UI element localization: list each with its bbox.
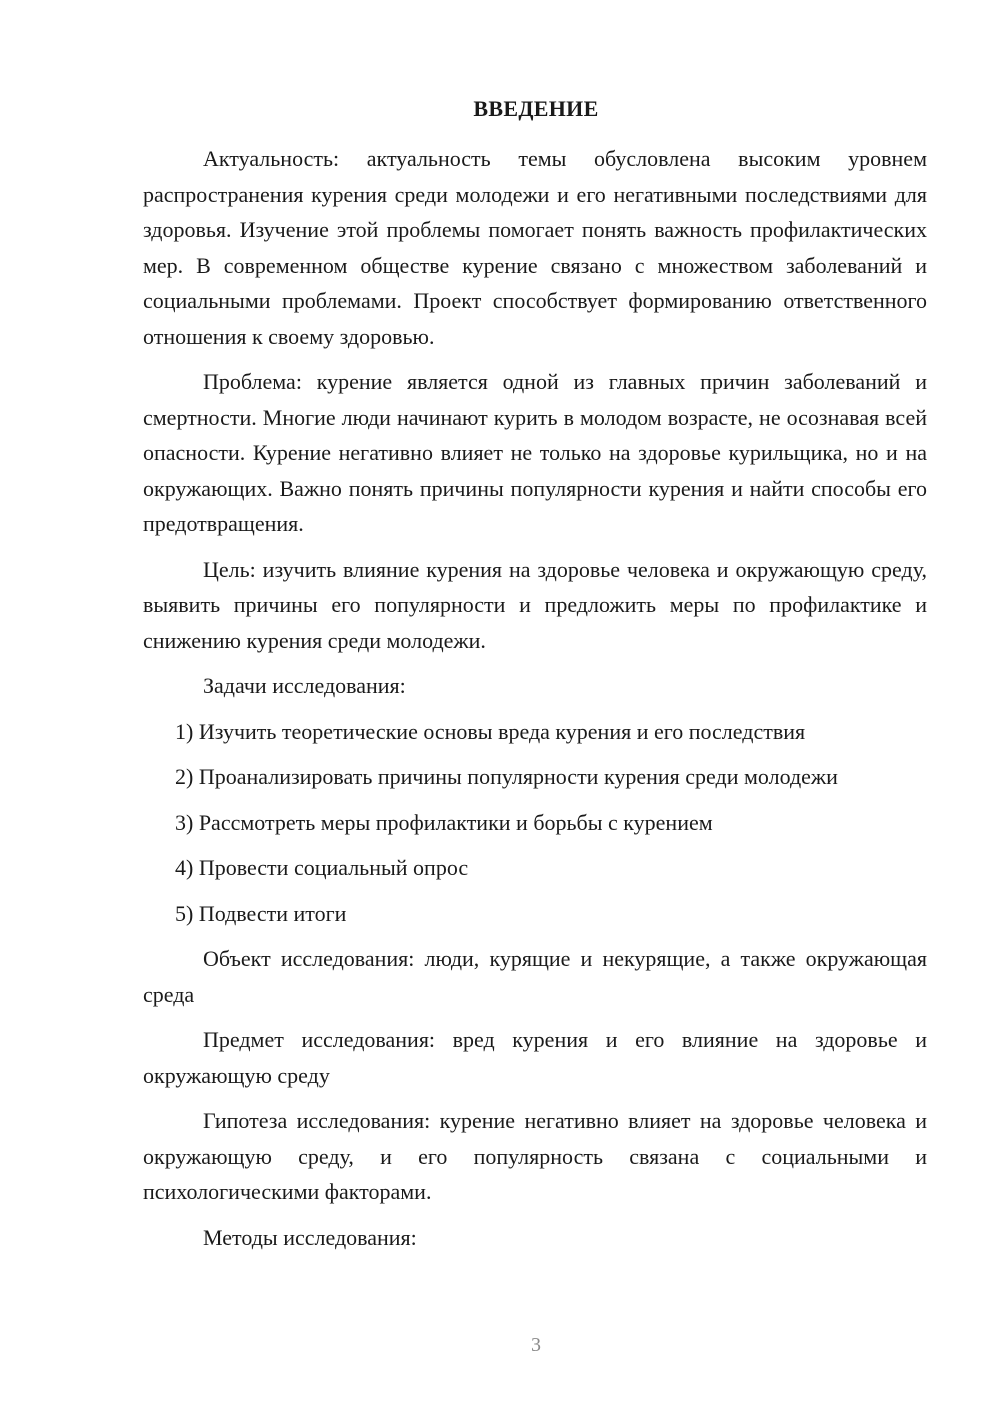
paragraph-problem: Проблема: курение является одной из главных причин заболеваний и смертности. Многие люди начинают курить в молодом возрасте, не осознавая всей опасности. Курение негативно влияет не только на здоровье курильщика, но и на окружающих. Важно понять причины популярности курения и найти способы его предотвращения. <box>143 369 927 536</box>
list-item: 1) Изучить теоретические основы вреда курения и его последствия <box>175 718 806 744</box>
document-body <box>143 141 927 1265</box>
list-item: 5) Подвести итоги <box>175 900 347 926</box>
methods-heading: Методы исследования: <box>203 1224 417 1250</box>
list-item: 2) Проанализировать причины популярности курения среди молодежи <box>175 764 838 789</box>
paragraph-hypothesis: Гипотеза исследования: курение негативно влияет на здоровье человека и окружающую среду, и его популярность связана с социальными и психологическими факторами. <box>143 1108 927 1204</box>
paragraph-object: Объект исследования: люди, курящие и некурящие, а также окружающая среда <box>143 946 927 1007</box>
list-item: 3) Рассмотреть меры профилактики и борьбы с курением <box>175 809 713 835</box>
paragraph-relevance: Актуальность: актуальность темы обусловлена высоким уровнем распространения курения среди молодежи и его негативными последствиями для здоровья. Изучение этой проблемы помогает понять важность профилактических мер. В современном обществе курение связано с множеством заболеваний и социальными проблемами. Проект способствует формированию ответственного отношения к своему здоровью. <box>143 146 927 349</box>
paragraph-goal: Цель: изучить влияние курения на здоровье человека и окружающую среду, выявить причины его популярности и предложить меры по профилактике и снижению курения среди молодежи. <box>143 556 927 653</box>
tasks-heading: Задачи исследования: <box>203 673 406 698</box>
page-number: 3 <box>531 1334 541 1356</box>
tasks-list <box>143 714 927 932</box>
section-title: ВВЕДЕНИЕ <box>473 96 599 121</box>
list-item: 4) Провести социальный опрос <box>175 855 469 880</box>
paragraph-subject: Предмет исследования: вред курения и его влияние на здоровье и окружающую среду <box>143 1027 927 1088</box>
